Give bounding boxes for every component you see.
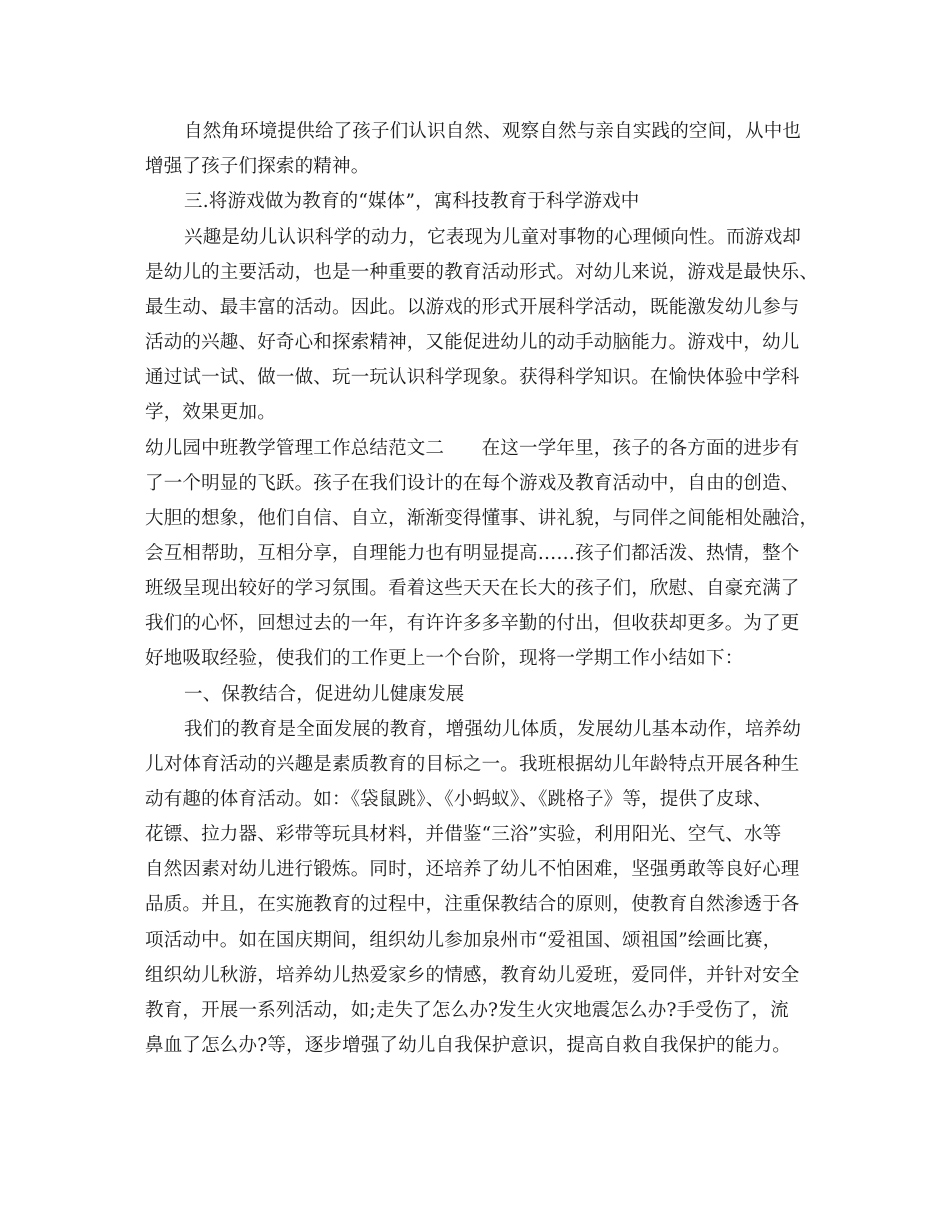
paragraph-line: 项活动中。如在国庆期间，组织幼儿参加泉州市“爱祖国、颂祖国”绘画比赛，: [145, 930, 782, 951]
paragraph-line: 了一个明显的飞跃。孩子在我们设计的在每个游戏及教育活动中，自由的创造、: [145, 473, 800, 494]
paragraph-line: 组织幼儿秋游，培养幼儿热爱家乡的情感，教育幼儿爱班，爱同伴，并针对安全: [145, 965, 800, 986]
paragraph-line: 自然因素对幼儿进行锻炼。同时，还培养了幼儿不怕困难，坚强勇敢等良好心理: [145, 859, 800, 880]
paragraph-line: 鼻血了怎么办?等，逐步增强了幼儿自我保护意识，提高自救自我保护的能力。: [145, 1035, 791, 1056]
paragraph-line: 花镖、拉力器、彩带等玩具材料，并借鉴“三浴”实验，利用阳光、空气、水等: [145, 824, 782, 845]
paragraph-line: 大胆的想象，他们自信、自立，渐渐变得懂事、讲礼貌，与同伴之间能相处融洽，: [145, 508, 819, 529]
paragraph-line: 会互相帮助，互相分享，自理能力也有明显提高……孩子们都活泼、热情，整个: [145, 543, 800, 564]
paragraph-line: 教育，开展一系列活动，如;走失了怎么办?发生火灾地震怎么办?手受伤了，流: [145, 1000, 789, 1021]
paragraph-line: 增强了孩子们探索的精神。: [145, 156, 370, 177]
section-heading: 三.将游戏做为教育的“媒体”，寓科技教育于科学游戏中: [184, 191, 640, 212]
paragraph-line: 通过试一试、做一做、玩一玩认识科学现象。获得科学知识。在愉快体验中学科: [145, 367, 800, 388]
paragraph-line: 活动的兴趣、好奇心和探索精神，又能促进幼儿的动手动脑能力。游戏中，幼儿: [145, 332, 800, 353]
paragraph-line: 兴趣是幼儿认识科学的动力，它表现为儿童对事物的心理倾向性。而游戏却: [184, 227, 802, 248]
paragraph-line: 最生动、最丰富的活动。因此。以游戏的形式开展科学活动，既能激发幼儿参与: [145, 297, 800, 318]
paragraph-line: 我们的教育是全面发展的教育，增强幼儿体质，发展幼儿基本动作，培养幼: [184, 719, 802, 740]
paragraph-line: 动有趣的体育活动。如：《袋鼠跳》、《小蚂蚁》、《跳格子》等，提供了皮球、: [145, 789, 772, 810]
paragraph-line: 品质。并且，在实施教育的过程中，注重保教结合的原则，使教育自然渗透于各: [145, 894, 800, 915]
section-heading: 一、保教结合，促进幼儿健康发展: [184, 684, 465, 705]
paragraph-line: 是幼儿的主要活动，也是一种重要的教育活动形式。对幼儿来说，游戏是最快乐、: [145, 262, 819, 283]
paragraph-line: 儿对体育活动的兴趣是素质教育的目标之一。我班根据幼儿年龄特点开展各种生: [145, 754, 800, 775]
paragraph-line: 好地吸取经验，使我们的工作更上一个台阶，现将一学期工作小结如下：: [145, 648, 744, 669]
paragraph-line: 自然角环境提供给了孩子们认识自然、观察自然与亲自实践的空间，从中也: [184, 121, 802, 142]
article-title-line: 幼儿园中班教学管理工作总结范文二 在这一学年里，孩子的各方面的进步有: [145, 438, 800, 459]
paragraph-line: 我们的心怀，回想过去的一年，有许许多多辛勤的付出，但收获却更多。为了更: [145, 613, 800, 634]
paragraph-line: 班级呈现出较好的学习氛围。看着这些天天在长大的孩子们，欣慰、自豪充满了: [145, 578, 800, 599]
paragraph-line: 学，效果更加。: [145, 402, 276, 423]
